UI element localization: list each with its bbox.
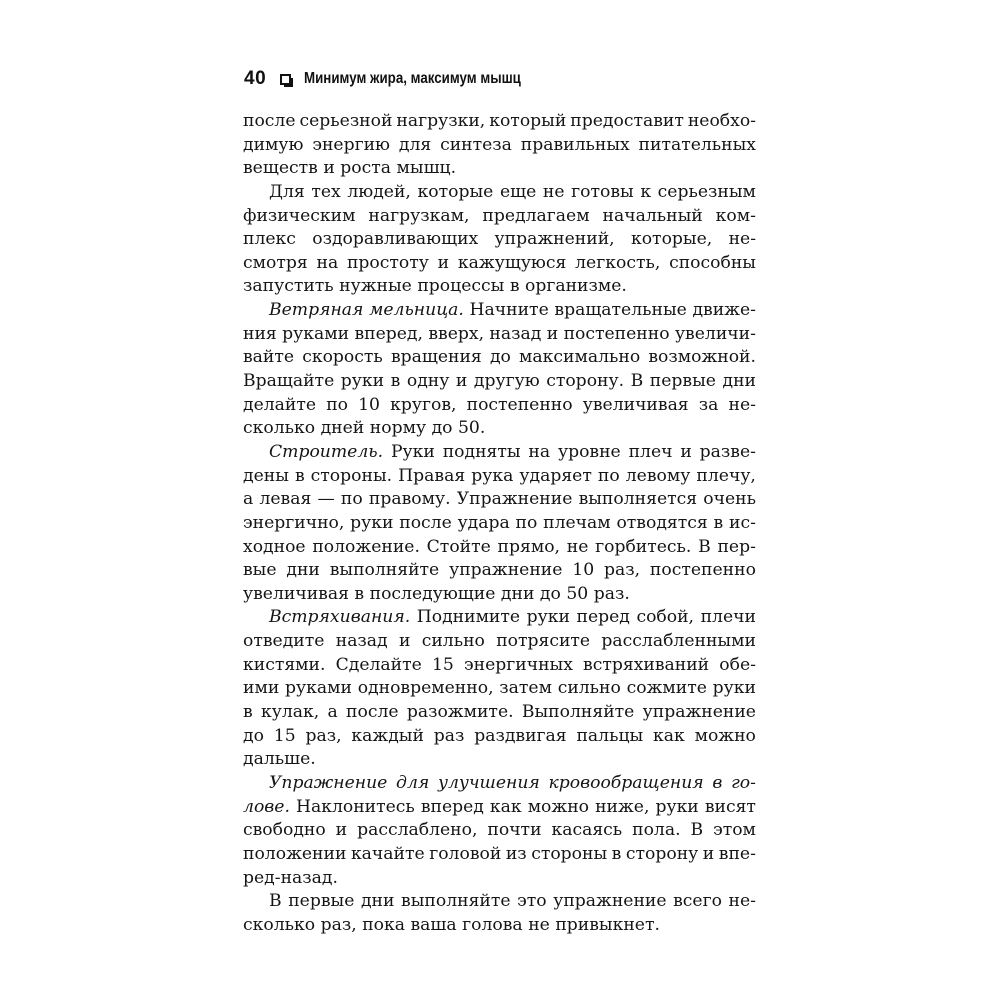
word: встряхиваний [583,654,710,675]
word: максимально [519,347,641,368]
word: из [505,843,527,864]
word: до [243,725,264,746]
word: затем [499,678,552,699]
text-line [243,772,756,796]
word: головой [429,843,502,864]
word: пер- [717,536,756,557]
word: дены [243,465,289,486]
word: 50 [566,583,589,604]
word: почти [487,820,542,841]
word: лове. [243,796,290,817]
text-line [243,630,756,654]
word: каждый [351,725,424,746]
word: Строитель. [269,441,384,462]
word: 10 [358,394,380,415]
word: Поднимите [416,607,521,628]
word: 15 [431,654,454,675]
word: ударяет [519,465,592,486]
word: по [597,465,620,486]
word: вперед, [354,323,423,344]
box-bullet-icon [280,74,291,85]
word: не [542,181,565,202]
word: и [455,371,468,392]
word: впе- [718,843,756,864]
word: на [528,441,551,462]
word: Упражнение [456,489,573,510]
word: плеч [628,441,673,462]
word: ходное [243,536,306,557]
word: кажущуюся [457,252,567,273]
word: назад [489,323,542,344]
word: и [398,631,411,652]
word: и [335,820,348,841]
word: энергично, [243,512,345,533]
text-line [243,228,756,252]
word: уровне [557,441,621,462]
text-line [243,157,756,181]
word: постепенно [466,394,573,415]
text-line [243,417,756,441]
word: а [327,702,338,723]
word: возможной. [648,347,756,368]
word: руки [340,371,385,392]
word: до [539,583,561,604]
word: еще [499,181,537,202]
word: энергию [312,134,391,155]
word: для [396,772,430,793]
text-line [243,654,756,678]
word: не [528,914,550,935]
word: по [340,489,363,510]
text-line [243,181,756,205]
word: до [431,418,453,439]
word: Сделайте [335,654,422,675]
word: голова [462,914,523,935]
text-line [243,867,756,891]
word: димую [243,134,304,155]
word: веществ [243,158,318,179]
word: мышц. [396,158,457,179]
word: скорость [302,347,383,368]
word: серьезным [657,181,756,202]
word: постепенно [649,560,756,581]
word: Ветряная [269,300,364,321]
word: ред-назад. [243,867,338,888]
word: после [399,512,452,533]
word: и [323,158,335,179]
word: простоту [346,252,429,273]
word: ния [243,323,277,344]
word: за [698,394,719,415]
body-text [243,110,756,937]
word: Наклонитесь [295,796,415,817]
word: не- [728,891,756,912]
word: Выполняйте [521,702,635,723]
word: и [437,252,450,273]
word: в [611,843,622,864]
word: Начните [469,300,549,321]
word: В [630,371,644,392]
word: смотря [243,252,308,273]
word: Упражнение [269,772,388,793]
word: всего [673,891,722,912]
word: сколько [243,914,316,935]
text-line [243,890,756,914]
word: которые, [630,229,713,250]
word: левому [625,465,691,486]
word: питательных [638,134,756,155]
text-line [243,843,756,867]
text-line [243,299,756,323]
word: выполняется [578,489,698,510]
word: процессы [417,276,505,297]
word: запустить [243,276,334,297]
word: этом [713,820,756,841]
word: правому. [368,489,451,510]
word: и [546,323,559,344]
word: физическим [243,205,356,226]
word: необхо- [687,111,756,131]
word: другую [473,371,540,392]
word: го- [731,772,756,793]
word: 10 [572,560,595,581]
word: В [269,891,282,912]
word: в [509,276,520,297]
word: упражнение [449,560,563,581]
word: первые [288,891,355,912]
word: можно [527,796,590,817]
word: собой, [636,607,695,628]
text-line [243,441,756,465]
text-line [243,819,756,843]
word: потрясите [496,631,591,652]
word: который [489,111,567,131]
word: дни [500,583,535,604]
word: Стойте [426,536,491,557]
word: сторону. [546,371,625,392]
word: руками [285,678,352,699]
word: раз, [320,914,357,935]
word: прямо, [497,536,561,557]
word: кулак, [260,702,320,723]
word: не- [728,394,756,415]
word: ис- [729,512,756,533]
word: тех [311,181,341,202]
text-line [243,323,756,347]
word: это [517,891,547,912]
text-line [243,370,756,394]
word: нужные [339,276,412,297]
word: роста [340,158,392,179]
word: 50. [458,418,486,439]
word: привыкнет. [555,914,660,935]
word: руки [350,512,394,533]
word: последующие [369,583,496,604]
word: сильно [421,631,485,652]
word: дней [320,418,365,439]
text-line [243,134,756,158]
word: в [354,583,365,604]
word: положении [243,843,347,864]
word: в [713,512,724,533]
word: движе- [692,300,756,321]
word: предлагаем [482,205,590,226]
word: дальше. [243,749,316,770]
word: и [702,843,715,864]
word: стороны. [310,465,393,486]
word: мельница. [369,300,464,321]
word: свободно [243,820,326,841]
word: раз [433,725,465,746]
word: вращения [390,347,482,368]
word: упражнений, [494,229,615,250]
word: одну [406,371,450,392]
word: ими [243,678,280,699]
word: не- [728,229,756,250]
word: нагрузки, [396,111,486,131]
text-line [243,252,756,276]
word: первые [649,371,716,392]
word: перед [576,607,630,628]
word: отводятся [616,512,708,533]
word: вые [243,560,277,581]
word: В [698,536,711,557]
running-head [244,66,556,92]
word: касаясь [551,820,623,841]
word: кистями. [243,654,326,675]
word: ком- [715,205,756,226]
word: постепенно [563,323,670,344]
text-line [243,796,756,820]
word: рука [471,465,514,486]
word: которые [417,181,494,202]
word: дни [360,891,395,912]
word: руки [712,678,756,699]
word: людей, [347,181,411,202]
word: качайте [350,843,425,864]
word: плечи [700,607,756,628]
word: для [398,134,432,155]
word: руки [526,607,570,628]
text-line [243,725,756,749]
word: предоставит [570,111,684,131]
word: в [243,702,253,723]
word: Встряхивания. [269,607,411,628]
word: пола. [632,820,681,841]
word: обе- [719,654,756,675]
text-line [243,346,756,370]
word: плечам [543,512,611,533]
text-line [243,606,756,630]
word: Правая [398,465,466,486]
word: очень [703,489,756,510]
word: сторону [625,843,699,864]
word: левая [259,489,312,510]
word: упражнение [553,891,667,912]
word: 15 [273,725,296,746]
word: оздоравливающих [312,229,479,250]
text-line [243,536,756,560]
word: упражнение [642,702,756,723]
word: серьезной [299,111,393,131]
word: вращательные [554,300,687,321]
word: делайте [243,394,317,415]
text-line [243,394,756,418]
word: увеличи- [674,323,756,344]
text-line [243,677,756,701]
word: В [690,820,704,841]
word: Вращайте [243,371,335,392]
word: энергичных [463,654,573,675]
word: кругов, [390,394,457,415]
word: и [680,441,692,462]
word: в [390,371,401,392]
word: раз. [593,583,630,604]
word: легкость, [575,252,661,273]
text-line [243,110,756,134]
word: как [489,796,522,817]
word: не [566,536,589,557]
word: стороны [531,843,608,864]
word: дни [286,560,320,581]
word: на [316,252,339,273]
word: по [326,394,348,415]
word: выполняйте [401,891,511,912]
text-line [243,512,756,536]
word: горбитесь. [595,536,692,557]
word: разве- [699,441,756,462]
word: сожмите [626,678,707,699]
word: способны [669,252,756,273]
word: организме. [525,276,627,297]
word: сколько [243,418,316,439]
word: увеличивая [243,583,349,604]
word: разожмите. [406,702,514,723]
word: а [243,489,254,510]
word: до [489,347,511,368]
word: руки [655,796,699,817]
word: — [317,489,335,510]
word: дни [722,371,756,392]
text-line [243,701,756,725]
word: синтеза [440,134,512,155]
word: как [653,725,685,746]
word: можно [694,725,756,746]
text-line [243,275,756,299]
word: раз, [603,560,641,581]
word: ваша [410,914,457,935]
word: готовы [571,181,634,202]
word: увеличивая [582,394,689,415]
word: Для [269,181,305,202]
word: подняты [442,441,521,462]
word: расслаблено, [357,820,478,841]
word: после [243,111,296,131]
word: раздвигая [474,725,567,746]
running-title: Минимум жира, максимум мышц [304,70,522,87]
word: Руки [390,441,435,462]
word: расслабленными [601,631,756,652]
word: в [712,772,723,793]
word: отведите [243,631,325,652]
word: удара [457,512,510,533]
text-line [243,583,756,607]
word: норму [369,418,427,439]
text-line [243,914,756,938]
text-line [243,559,756,583]
word: ниже, [595,796,650,817]
word: руками [282,323,350,344]
text-line [243,748,756,772]
word: к [640,181,652,202]
text-line [243,205,756,229]
word: улучшения [437,772,540,793]
word: одновременно, [357,678,494,699]
word: в [294,465,305,486]
word: висят [704,796,756,817]
word: назад [335,631,388,652]
word: пока [362,914,405,935]
word: плекс [243,229,296,250]
word: выполняйте [329,560,440,581]
word: плечу, [696,465,756,486]
page-number: 40 [244,68,267,89]
word: после [346,702,399,723]
word: правильных [520,134,630,155]
word: положение. [312,536,420,557]
word: нагрузкам, [368,205,470,226]
word: вперед [420,796,484,817]
word: вайте [243,347,295,368]
text-line [243,465,756,489]
word: по [515,512,538,533]
word: сильно [557,678,621,699]
text-line [243,488,756,512]
word: кровообращения [548,772,704,793]
word: раз, [305,725,342,746]
word: начальный [602,205,703,226]
word: пальцы [576,725,644,746]
word: вверх, [428,323,485,344]
